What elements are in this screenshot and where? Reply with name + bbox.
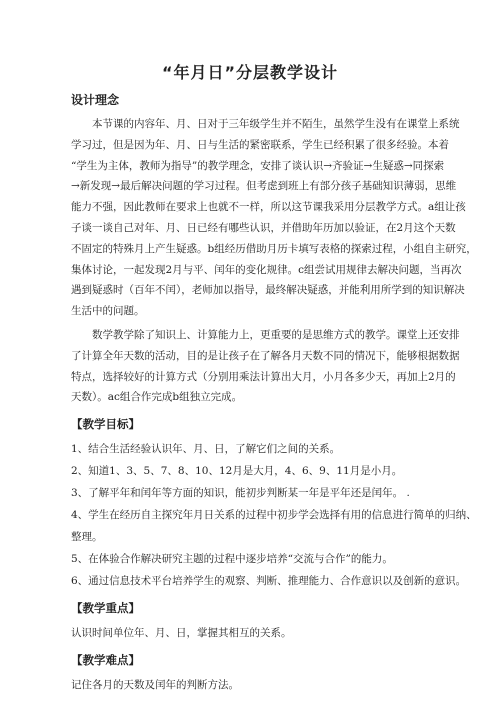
text-line: 3、了解平年和闰年等方面的知识，能初步判断某一年是平年还是闰年。 . <box>71 487 410 500</box>
text-line: 1、结合生活经验认识年、月、日，了解它们之间的关系。 <box>71 443 341 456</box>
text-line: 特点，选择较好的计算方式（分别用乘法计算出大月，小月各多少天，再加上2月的 <box>71 370 456 383</box>
text-line: 了计算全年天数的活动，目的是让孩子在了解各月天数不同的情况下，能够根据数据 <box>71 349 460 362</box>
text-line: 集体讨论，一起发现2月与平、闰年的变化规律。c组尝试用规律去解决问题，当再次 <box>71 263 462 276</box>
text-line: 4、学生在经历自主探究年月日关系的过程中初步学会选择有用的信息进行简单的归纳、 <box>71 509 477 522</box>
text-line: 天数）。ac组合作完成b组独立完成。 <box>71 391 243 404</box>
text-line: 整理。 <box>71 531 103 544</box>
difficulty-text: 记住各月的天数及闰年的判断方法。 <box>71 679 239 692</box>
concept-heading: 设计理念 <box>71 93 120 107</box>
key-points-text: 认识时间单位年、月、日，掌握其相互的关系。 <box>71 627 292 640</box>
text-line: 6、通过信息技术平台培养学生的观察、判断、推理能力、合作意识以及创新的意识。 <box>71 575 467 588</box>
concept-paragraph-1 <box>71 114 477 322</box>
goal-item <box>71 548 471 570</box>
text-line: 学习过，但是因为年、月、日与生活的紧密联系，学生已经积累了很多经验。本着 <box>71 138 449 151</box>
goal-item <box>71 482 471 504</box>
key-points-heading: 【教学重点】 <box>71 601 140 616</box>
goals-heading: 【教学目标】 <box>71 417 140 432</box>
goal-item <box>71 460 471 482</box>
document-body <box>71 90 477 696</box>
text-line: 遇到疑惑时（百年不闰），老师加以指导，最终解决疑惑，并能利用所学到的知识解决 <box>71 284 465 297</box>
text-line: →新发现→最后解决问题的学习过程。但考虑到班上有部分孩子基础知识薄弱，思维 <box>71 180 457 193</box>
text-line: 不固定的特殊月上产生疑惑。b组经历借助月历卡填写表格的探索过程，小组自主研究， <box>71 242 477 255</box>
text-line: 数学教学除了知识上、计算能力上，更重要的是思维方式的教学。课堂上还安排 <box>92 328 460 341</box>
text-line: 5、在体验合作解决研究主题的过程中逐步培养“交流与合作”的能力。 <box>71 553 393 566</box>
text-line: 子谈一谈自己对年、月、日已经有哪些认识，并借助年历加以验证，在2月这个天数 <box>71 221 456 234</box>
text-line: 能力不强，因此教师在要求上也就不一样，所以这节课我采用分层教学方式。a组让孩 <box>71 201 466 214</box>
goal-item <box>71 504 477 548</box>
text-line: 2、知道1、3、5、7、8、10、12月是大月，4、6、9、11月是小月。 <box>71 465 403 478</box>
goal-item <box>71 438 471 460</box>
text-line: 本节课的内容年、月、日对于三年级学生并不陌生，虽然学生没有在课堂上系统 <box>92 118 460 130</box>
text-line: “学生为主体，教师为指导”的教学理念，安排了谈认识→齐验证→生疑惑→同探索 <box>71 159 445 172</box>
concept-paragraph-2 <box>71 325 471 408</box>
goal-item <box>71 570 471 592</box>
page-title: “年月日”分层教学设计 <box>161 63 339 82</box>
text-line: 生活中的问题。 <box>71 305 145 318</box>
difficulty-heading: 【教学难点】 <box>71 653 140 668</box>
